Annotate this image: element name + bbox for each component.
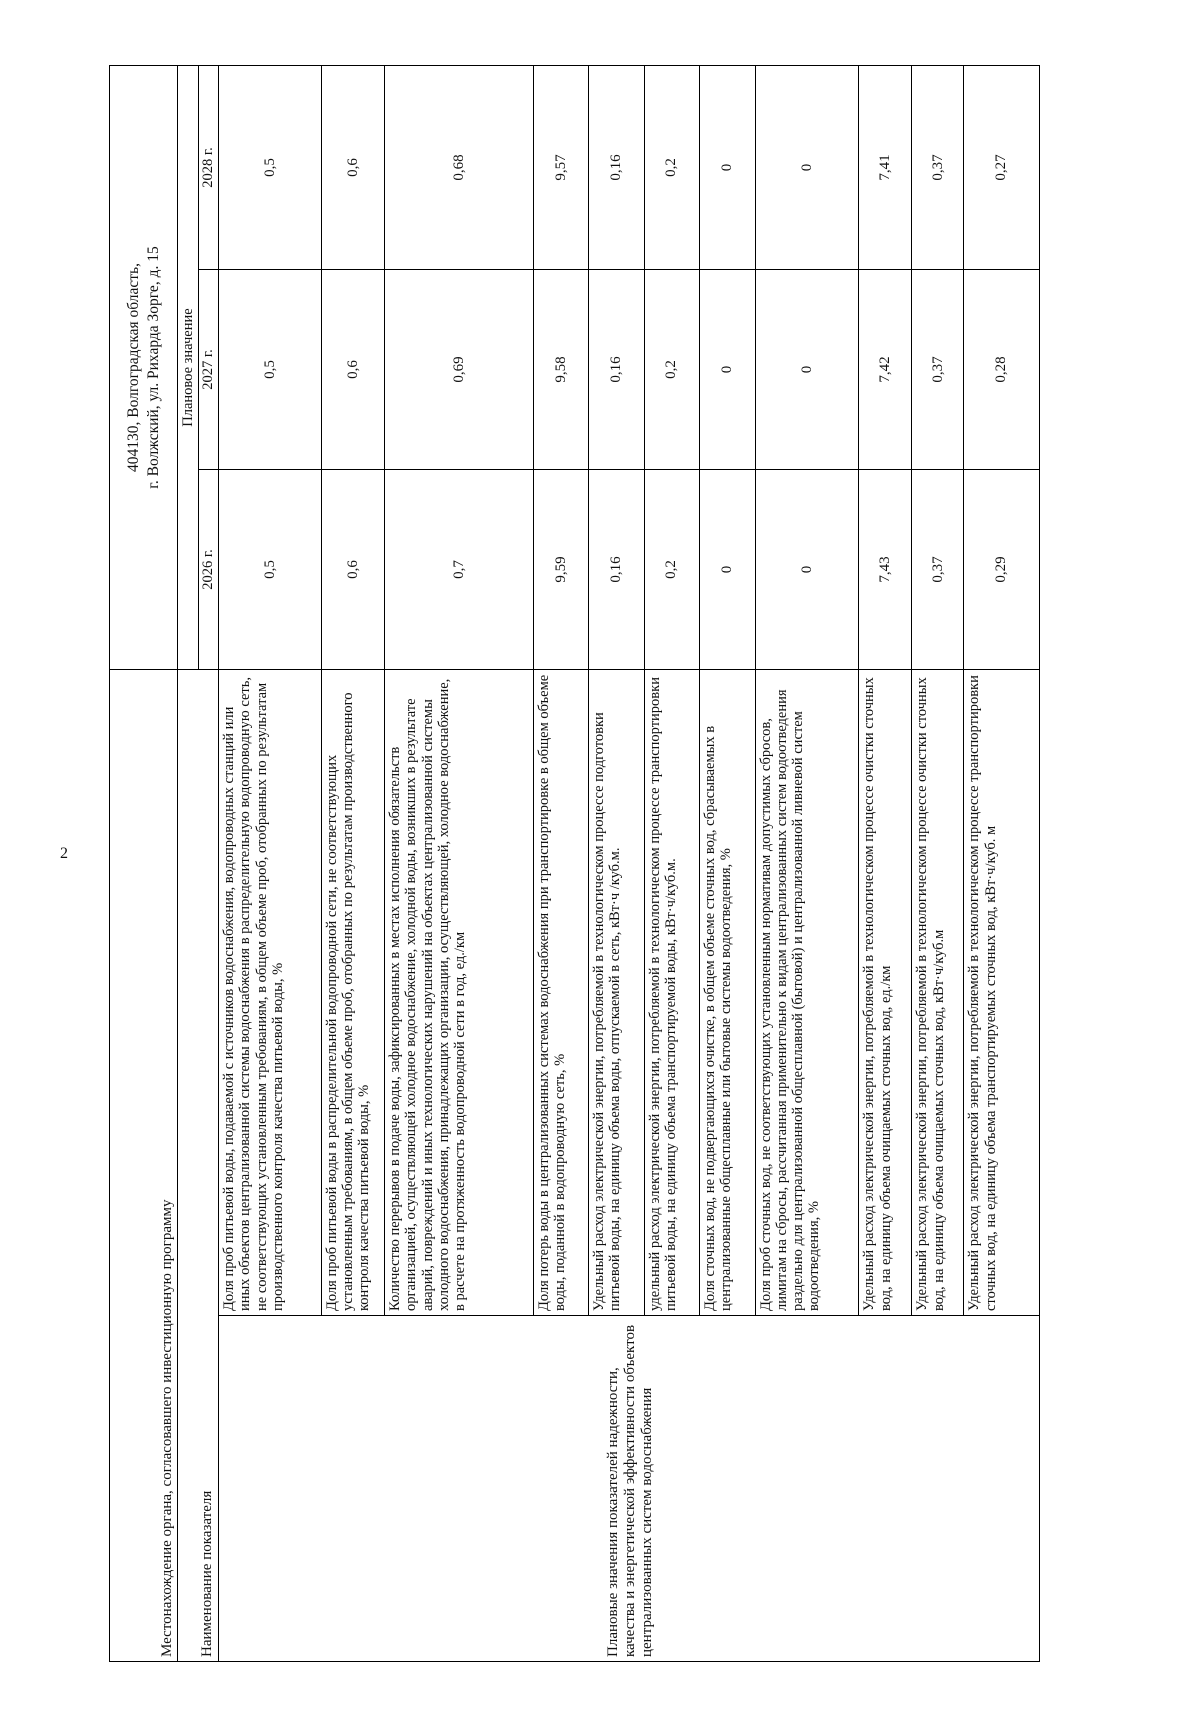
value-2026: 0,2 — [644, 470, 699, 670]
value-2027: 0,16 — [589, 270, 644, 470]
value-2028: 0,5 — [219, 66, 322, 270]
value-2026: 0,37 — [912, 470, 964, 670]
rotated-page — [109, 66, 1040, 1662]
address-cell — [110, 66, 178, 670]
value-2028: 0,2 — [644, 66, 699, 270]
indicator-text: Доля проб сточных вод, не соответствующих установленным нормативам допустимых сбросов, лимитам на сбросы, рассчитанная применительно к видам централизованных систем водоотведения раздельно для централизованной общесплавной (бытовой) и централизованной ливневой систем водоотведения, % — [755, 670, 859, 1316]
indicator-text: Количество перерывов в подаче воды, зафиксированных в местах исполнения обязательств организацией, осуществляющей холодное водоснабжение, холодной воды, возникших в результате аварий, повреждений и иных технологических нарушений на объектах централизованной системы холодного водоснабжения, принадлежащих организации, осуществляющей, холодное водоснабжение, в расчете на протяженность водопроводной сети в год, ед./км — [385, 670, 534, 1316]
value-2028: 0,37 — [912, 66, 964, 270]
address-line-2: г. Волжский, ул. Рихарда Зорге, д. 15 — [144, 246, 162, 489]
indicator-text: Доля проб питьевой воды в распределительной водопроводной сети, не соответствующих установленным требованиям, в общем объеме проб, отобранных по результатам производственного контроля качества питьевой воды, % — [321, 670, 384, 1316]
value-2028: 0,27 — [964, 66, 1040, 270]
value-2027: 0,5 — [219, 270, 322, 470]
planned-label: Плановое значение — [178, 66, 198, 670]
group-label: Плановые значения показателей надежности, качества и энергетической эффективности объектов централизованных систем водоснабжения — [219, 1316, 1040, 1662]
year-2027-header: 2027 г. — [198, 270, 218, 470]
value-2027: 7,42 — [859, 270, 912, 470]
value-2027: 0,2 — [644, 270, 699, 470]
indicator-text: Доля потерь воды в централизованных системах водоснабжения при транспортировке в общем объеме воды, поданной в водопроводную сеть, % — [533, 670, 588, 1316]
indicator-text: удельный расход электрической энергии, потребляемой в технологическом процессе транспортировки питьевой воды, на единицу объема транспортируемой воды, кВт·ч/куб.м. — [644, 670, 699, 1316]
value-2026: 7,43 — [859, 470, 912, 670]
value-2027: 0 — [755, 270, 859, 470]
value-2027: 0 — [700, 270, 755, 470]
page-number: 2 — [60, 845, 68, 862]
address-line-1: 404130, Волгоградская область, — [125, 263, 143, 472]
indicator-text: Удельный расход электрической энергии, потребляемой в технологическом процессе транспортировки сточных вод, на единицу объема транспортируемых сточных вод, кВт·ч/куб. м — [964, 670, 1040, 1316]
value-2028: 0 — [755, 66, 859, 270]
value-2027: 0,69 — [385, 270, 534, 470]
value-2028: 0 — [700, 66, 755, 270]
value-2028: 7,41 — [859, 66, 912, 270]
table-row — [219, 66, 322, 1662]
value-2026: 0,7 — [385, 470, 534, 670]
value-2026: 0,16 — [589, 470, 644, 670]
value-2026: 0 — [755, 470, 859, 670]
indicator-text: Доля сточных вод, не подвергающихся очистке, в общем объеме сточных вод, сбрасываемых в централизованные общесплавные или бытовые системы водоотведения, % — [700, 670, 755, 1316]
value-2026: 0,29 — [964, 470, 1040, 670]
value-2027: 9,58 — [533, 270, 588, 470]
value-2028: 9,57 — [533, 66, 588, 270]
indicator-text: Удельный расход электрической энергии, потребляемой в технологическом процессе подготовки питьевой воды, на единицу объема воды, отпускаемой в сеть, кВт·ч /куб.м. — [589, 670, 644, 1316]
year-2028-header: 2028 г. — [198, 66, 218, 270]
value-2027: 0,28 — [964, 270, 1040, 470]
indicator-text: Удельный расход электрической энергии, потребляемой в технологическом процессе очистки сточных вод, на единицу объема очищаемых сточных вод, кВт·ч/куб.м — [912, 670, 964, 1316]
year-2026-header: 2026 г. — [198, 470, 218, 670]
value-2027: 0,37 — [912, 270, 964, 470]
value-2028: 0,6 — [321, 66, 384, 270]
value-2026: 0,5 — [219, 470, 322, 670]
name-label: Наименование показателя — [178, 670, 219, 1662]
value-2027: 0,6 — [321, 270, 384, 470]
value-2028: 0,68 — [385, 66, 534, 270]
indicators-table — [109, 65, 1040, 1662]
value-2026: 0,6 — [321, 470, 384, 670]
indicator-text: Удельный расход электрической энергии, потребляемой в технологическом процессе очистки сточных вод, на единицу объема очищаемых сточных вод, ед./км — [859, 670, 912, 1316]
value-2028: 0,16 — [589, 66, 644, 270]
indicator-text: Доля проб питьевой воды, подаваемой с источников водоснабжения, водопроводных станций или иных объектов централизованной системы водоснабжения в распределительную водопроводную сеть, не соответствующих установленным требованиям, в общем объеме проб, отобранных по результатам производственного контроля качества питьевой воды, % — [219, 670, 322, 1316]
value-2026: 0 — [700, 470, 755, 670]
location-label: Местонахождение органа, согласовавшего инвестиционную программу — [110, 670, 178, 1662]
value-2026: 9,59 — [533, 470, 588, 670]
